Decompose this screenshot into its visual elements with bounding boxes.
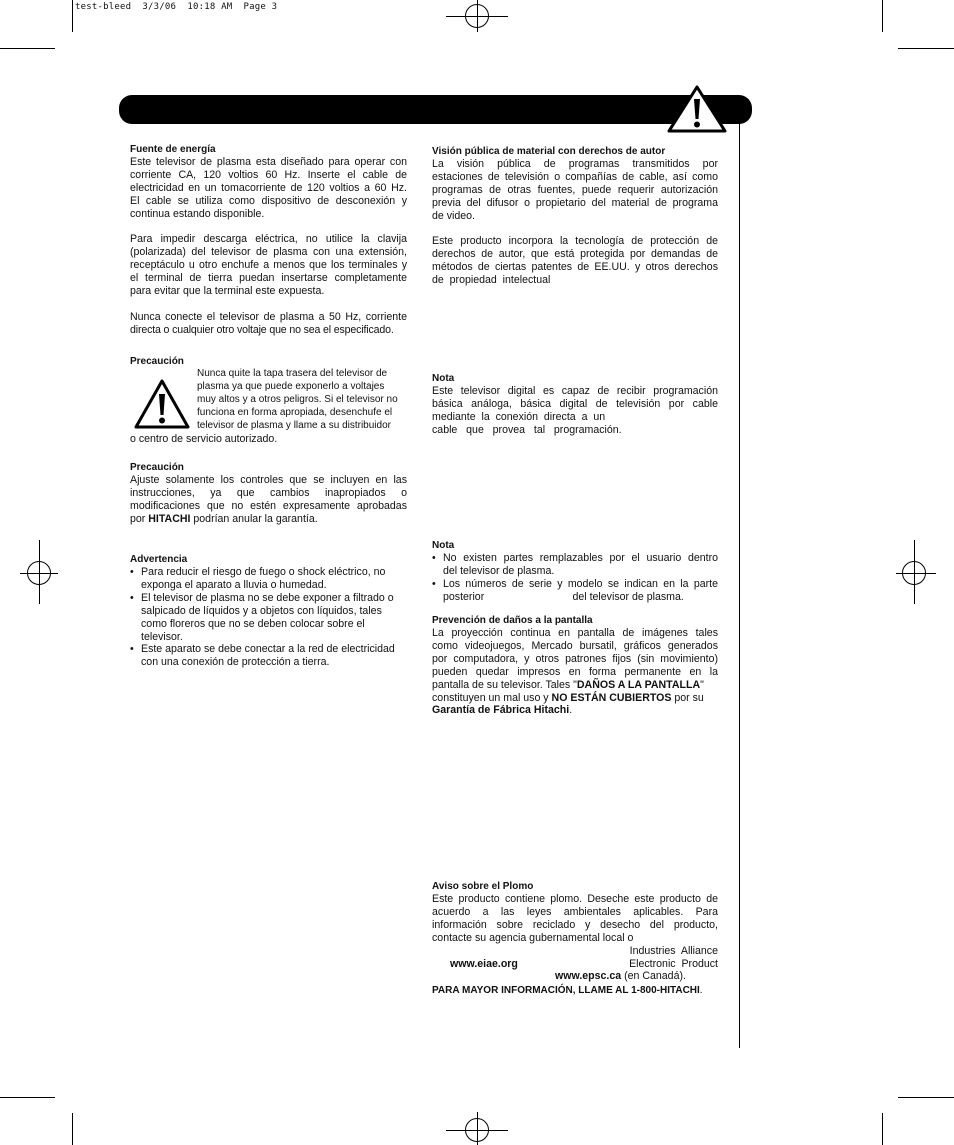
brand-name: HITACHI <box>148 512 191 525</box>
section-heading-precaucion: Precaución <box>130 356 184 367</box>
text-line: www.eiae.org Electronic Product <box>450 957 718 970</box>
text-line: pueden quedar impresos en forma permanente en la <box>432 665 718 678</box>
section-heading-precaucion: Precaución <box>130 462 184 473</box>
precaucion-block-2 <box>130 461 407 526</box>
text-line: www.epsc.ca (en Canadá). <box>555 970 686 983</box>
text-line: pantalla de su televisor. Tales "DAÑOS A LA PANTALLA" <box>432 678 704 691</box>
section-heading-vision: Visión pública de material con derechos de autor <box>432 146 666 157</box>
text-line: acuerdo a las leyes ambientales aplicables. Para <box>432 905 718 918</box>
text-line: de propiedad intelectual <box>432 274 551 287</box>
prevencion-block <box>432 614 718 717</box>
text-line: métodos de ciertas patentes de EE.UU. y otros derechos <box>432 261 718 274</box>
section-heading-nota: Nota <box>432 540 455 551</box>
aviso-block <box>432 880 718 998</box>
text-line: PARA MAYOR INFORMACIÓN, LLAME AL 1-800-HITACHI. <box>432 985 703 997</box>
crop-mark <box>72 1113 73 1145</box>
column-rule <box>739 122 740 1048</box>
text-line: contacte su agencia gubernamental local o <box>432 931 634 944</box>
text-line: continua estando disponible. <box>130 207 265 220</box>
link-epsc[interactable]: www.epsc.ca <box>555 970 622 983</box>
text-line: información sobre reciclado y desecho del producto, <box>432 918 718 931</box>
list-item: • Los números de serie y modelo se indican en la parte posterior del televisor de plasma. <box>432 578 718 604</box>
text-line: como videojuegos, Mercado bursatil, gráficos generados <box>432 639 718 652</box>
crop-mark <box>0 1097 55 1098</box>
text-line: Este producto contiene plomo. Deseche este producto de <box>432 893 718 905</box>
left-column <box>130 143 407 337</box>
text-line: por HITACHI podrían anular la garantía. <box>130 512 318 525</box>
text-line: programas de otras fuentes, puede requerir autorización <box>432 183 718 196</box>
section-heading-fuente: Fuente de energía <box>130 144 216 155</box>
text-line: receptáculo u otro enchufe a menos que los terminales y <box>130 259 407 272</box>
nota-list <box>432 552 718 604</box>
text-line: cable que provea tal programación. <box>432 423 622 436</box>
text-line: por computadora, y otros patrones fijos (sin movimiento) <box>432 652 718 665</box>
text-line: o centro de servicio autorizado. <box>130 432 278 445</box>
text-line: de video. <box>432 209 475 222</box>
warning-triangle-icon <box>133 378 191 430</box>
text-line: Este producto incorpora la tecnología de protección de <box>432 235 718 248</box>
text-line: funciona en forma apropiada, desenchufe el <box>197 406 393 418</box>
advertencia-block <box>130 553 412 669</box>
vision-block <box>432 145 718 287</box>
crop-mark <box>0 48 55 49</box>
section-heading-aviso: Aviso sobre el Plomo <box>432 881 534 892</box>
text-line: El cable se utiliza como dispositivo de desconexión y <box>130 194 407 207</box>
nota-block-1 <box>432 372 718 437</box>
precaucion-block-1 <box>130 355 407 445</box>
text-line: Ajuste solamente los controles que se incluyen en las <box>130 474 407 486</box>
warning-list <box>130 566 412 669</box>
text-line: mediante la conexión directa a un <box>432 410 606 423</box>
text-line: Nunca conecte el televisor de plasma a 50 Hz, corriente <box>130 310 407 323</box>
text-line: derechos de autor, que está protegida por demandas de <box>432 248 718 261</box>
text-line: Nunca quite la tapa trasera del televisor de <box>197 368 388 379</box>
header-banner <box>119 95 752 124</box>
text-line: plasma ya que puede exponerlo a voltajes <box>197 380 385 392</box>
nota-block-2 <box>432 539 718 604</box>
list-item: • No existen partes remplazables por el usuario dentro del televisor de plasma. <box>432 552 718 578</box>
text-line: básica análoga, básica digital de televisión por cable <box>432 397 718 410</box>
text-line: el terminal de tierra puedan insertarse completamente <box>130 272 407 285</box>
text-line: La proyección continua en pantalla de imágenes tales <box>432 627 718 639</box>
section-heading-advertencia: Advertencia <box>130 554 188 565</box>
list-item: • Para reducir el riesgo de fuego o shock eléctrico, no exponga el aparato a lluvia o humedad. <box>130 566 412 592</box>
text-line: Garantía de Fábrica Hitachi. <box>432 704 573 717</box>
text-line: Industries Alliance <box>629 944 718 957</box>
text-line: previa del difusor o propietario del material de programa <box>432 196 718 209</box>
text-line: (polarizada) del televisor de plasma con una extensión, <box>130 246 407 259</box>
section-heading-prevencion: Prevención de daños a la pantalla <box>432 615 593 626</box>
warning-triangle-icon <box>666 84 728 134</box>
crop-mark <box>898 1097 954 1098</box>
text-line: modificaciones que no estén expresamente aprobadas <box>130 499 407 512</box>
text-line: para evitar que la terminal este expuesta. <box>130 285 325 298</box>
text-line: corriente CA, 120 voltios 60 Hz. Inserte el cable de <box>130 168 407 181</box>
text-line: estaciones de televisión o compañías de cable, así como <box>432 170 718 183</box>
list-item: • Este aparato se debe conectar a la red de electricidad con una conexión de protección a tierra. <box>130 643 412 669</box>
text-line: electricidad en un tomacorriente de 120 voltios a 60 Hz. <box>130 181 407 194</box>
crop-mark <box>898 48 954 49</box>
text-line: Este televisor digital es capaz de recibir programación <box>432 385 718 397</box>
crop-mark <box>72 0 73 32</box>
section-heading-nota: Nota <box>432 373 455 384</box>
list-item: • El televisor de plasma no se debe exponer a filtrado o salpicado de líquidos y a objetos con líquidos, tales como floreros que no se deben colocar sobre el televisor. <box>130 592 412 644</box>
text-line: muy altos y a otros peligros. Si el televisor no <box>197 393 398 405</box>
text-line: constituyen un mal uso y NO ESTÁN CUBIERTOS por su <box>432 691 704 704</box>
printer-slug: test-bleed 3/3/06 10:18 AM Page 3 <box>75 2 278 12</box>
text-line: instrucciones, ya que cambios inapropiados o <box>130 486 407 499</box>
text-line: Para impedir descarga eléctrica, no utilice la clavija <box>130 233 407 246</box>
text-line: televisor de plasma y llame a su distribuidor <box>197 419 391 431</box>
text-line: La visión pública de programas transmitidos por <box>432 158 718 170</box>
text-line: directa o cualquier otro voltaje que no sea el especificado. <box>130 323 394 336</box>
link-eiae[interactable]: www.eiae.org <box>450 957 518 970</box>
crop-mark <box>882 1113 883 1145</box>
text-line: Este televisor de plasma esta diseñado para operar con <box>130 156 407 168</box>
crop-mark <box>882 0 883 32</box>
